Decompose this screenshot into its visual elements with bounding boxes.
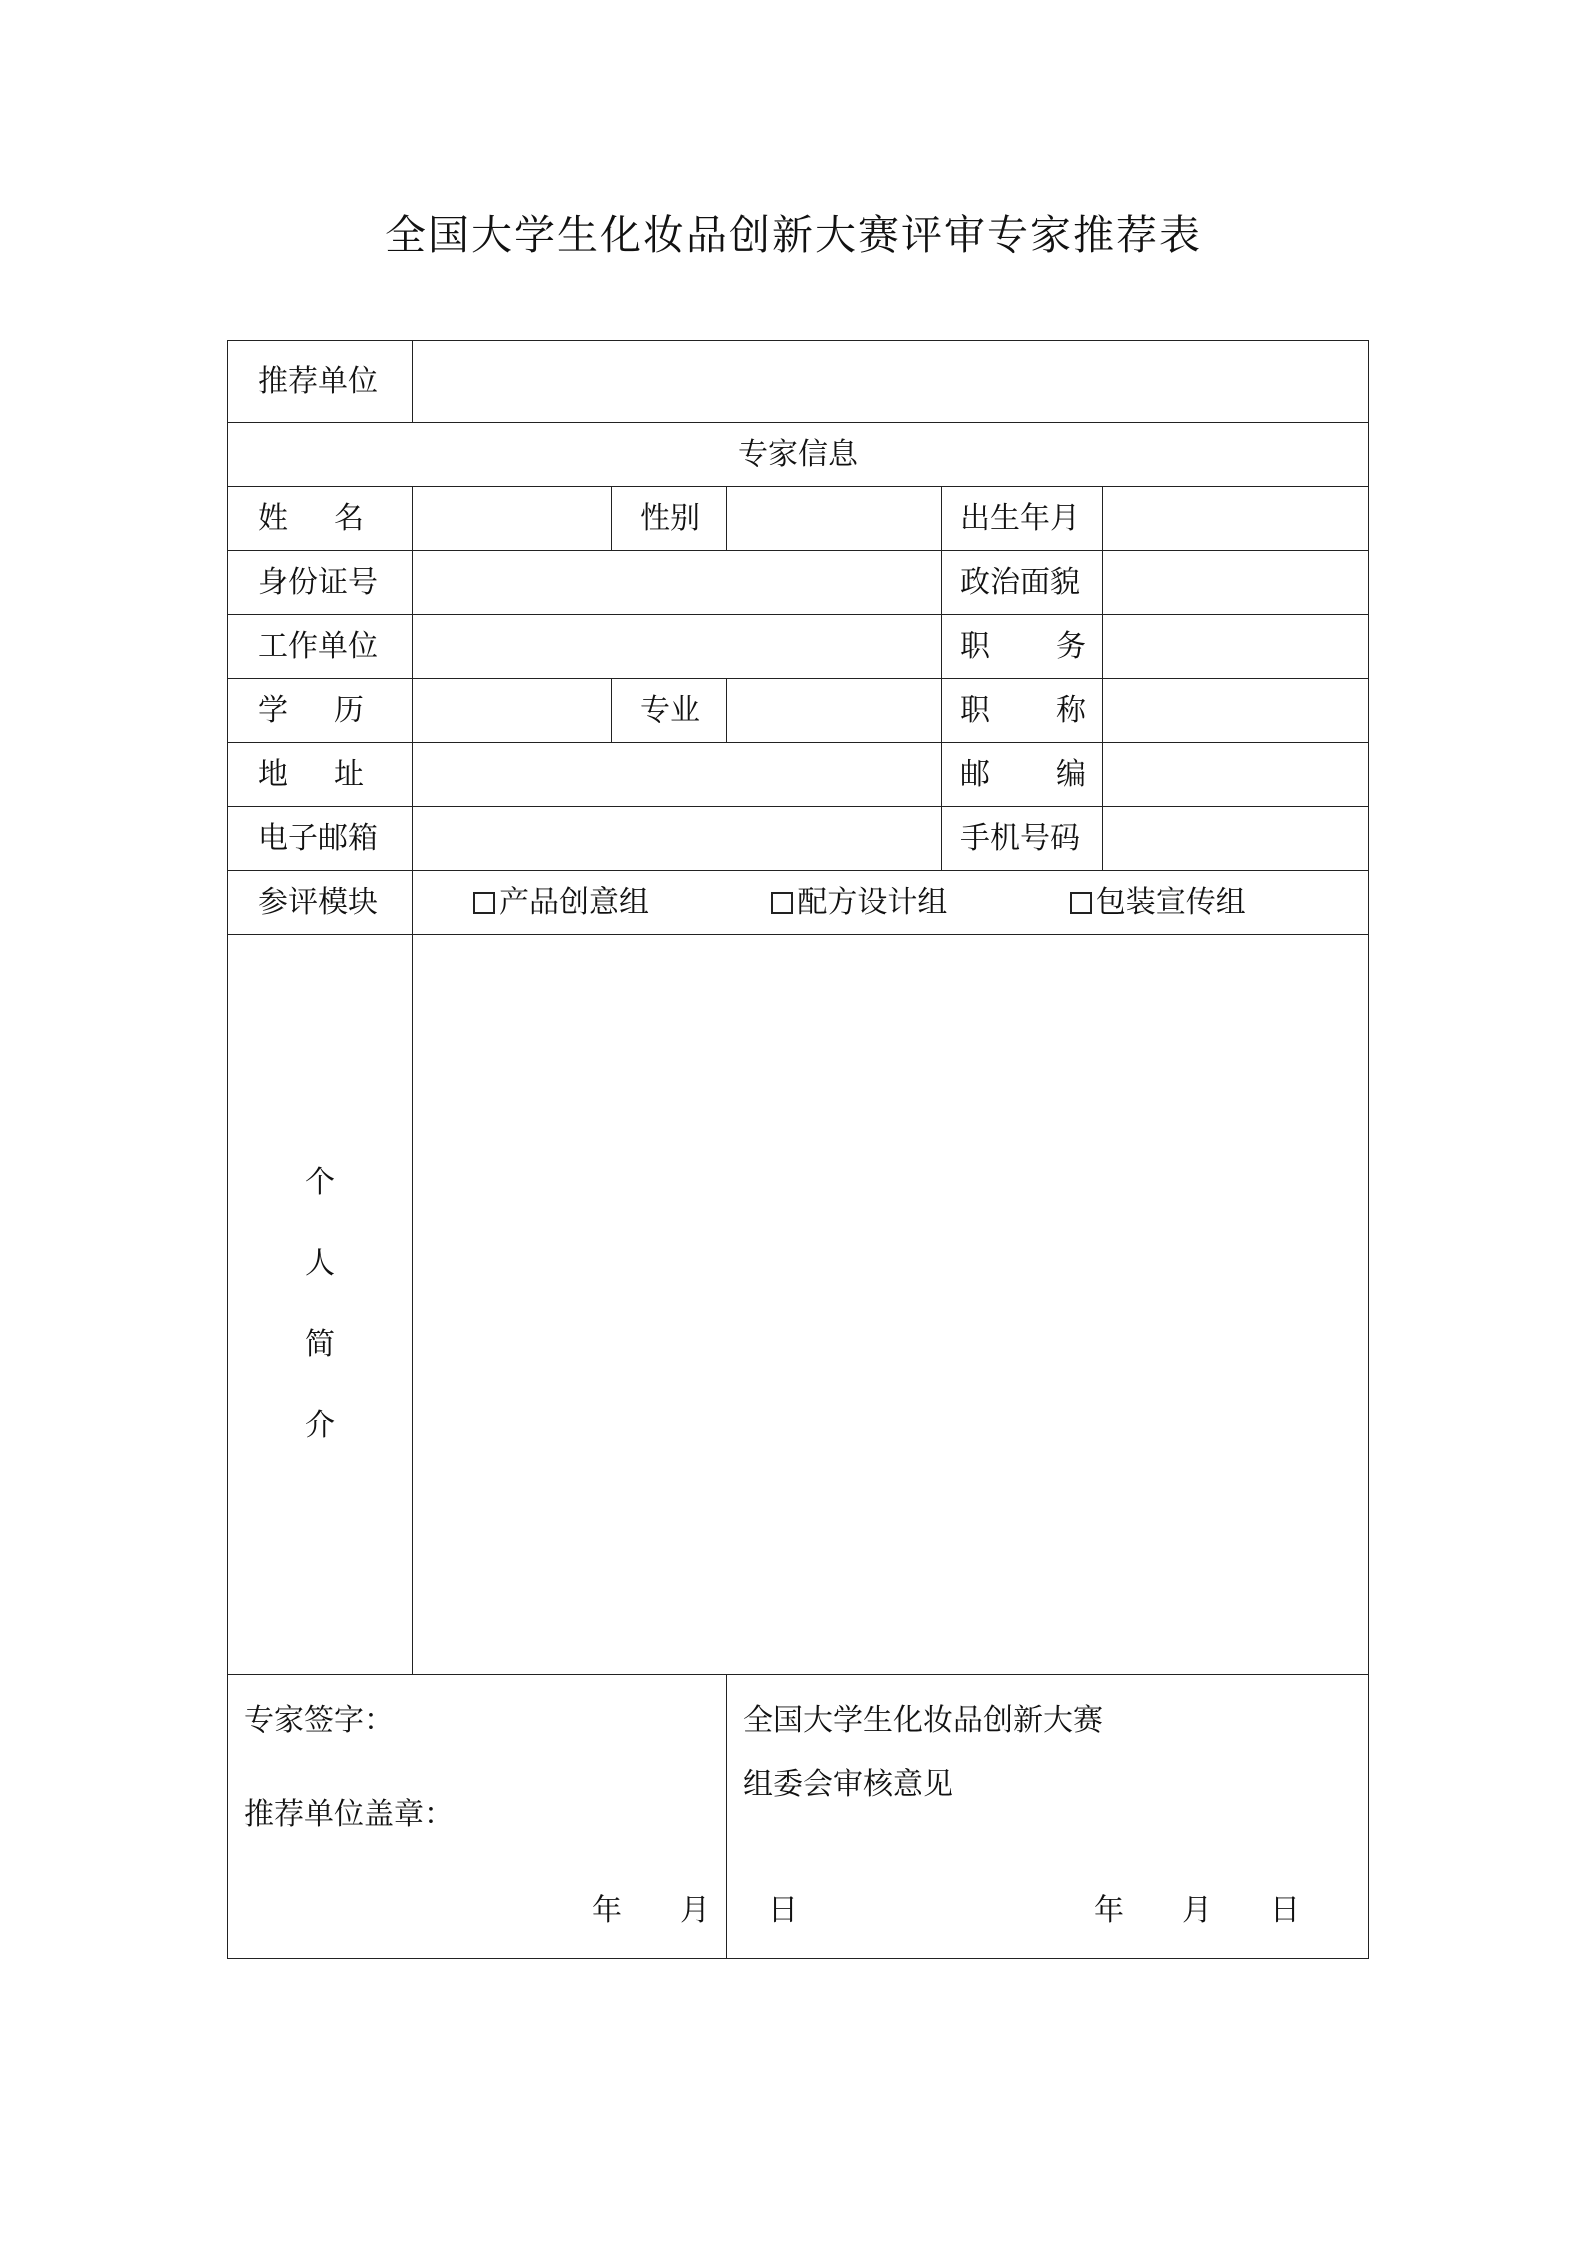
module-label: 参评模块 <box>228 871 413 935</box>
work-unit-label: 工作单位 <box>228 615 413 679</box>
row-bio <box>228 935 1369 1675</box>
row-work-unit <box>228 615 1369 679</box>
title-field[interactable] <box>1103 679 1369 743</box>
row-recommend-unit <box>228 341 1369 423</box>
module-options <box>413 871 1369 935</box>
committee-date: 年 月 日 <box>1094 1893 1300 1928</box>
position-field[interactable] <box>1103 615 1369 679</box>
recommend-unit-label: 推荐单位 <box>228 341 413 423</box>
option-product-creative[interactable]: 产品创意组 <box>473 885 771 921</box>
committee-line2: 组委会审核意见 <box>743 1767 953 1802</box>
id-field[interactable] <box>413 551 942 615</box>
political-field[interactable] <box>1103 551 1369 615</box>
postcode-field[interactable] <box>1103 743 1369 807</box>
committee-review-cell[interactable] <box>727 1675 1369 1959</box>
id-label: 身份证号 <box>228 551 413 615</box>
major-label: 专业 <box>612 679 727 743</box>
row-id <box>228 551 1369 615</box>
title-label: 职 称 <box>942 679 1103 743</box>
checkbox[interactable] <box>771 892 793 914</box>
education-field[interactable] <box>413 679 612 743</box>
option-packaging-promo[interactable]: 包装宣传组 <box>1070 885 1368 921</box>
gender-field[interactable] <box>727 487 942 551</box>
email-field[interactable] <box>413 807 942 871</box>
phone-field[interactable] <box>1103 807 1369 871</box>
postcode-label: 邮 编 <box>942 743 1103 807</box>
recommendation-form <box>227 340 1369 1959</box>
row-education <box>228 679 1369 743</box>
education-label: 学 历 <box>228 679 413 743</box>
expert-signature-cell[interactable] <box>228 1675 798 1959</box>
committee-line1: 全国大学生化妆品创新大赛 <box>743 1703 1103 1738</box>
gender-label: 性别 <box>612 487 727 551</box>
major-field[interactable] <box>727 679 942 743</box>
work-unit-field[interactable] <box>413 615 942 679</box>
unit-seal-label: 推荐单位盖章： <box>244 1797 454 1832</box>
expert-date: 年 月 日 <box>592 1893 798 1928</box>
row-signatures <box>228 1675 1369 1959</box>
row-module <box>228 871 1369 935</box>
checkbox[interactable] <box>473 892 495 914</box>
address-field[interactable] <box>413 743 942 807</box>
section-heading: 专家信息 <box>228 423 1369 487</box>
page-title: 全国大学生化妆品创新大赛评审专家推荐表 <box>385 211 1202 259</box>
option-formula-design[interactable]: 配方设计组 <box>771 885 1069 921</box>
political-label: 政治面貌 <box>942 551 1103 615</box>
checkbox[interactable] <box>1070 892 1092 914</box>
expert-sign-label: 专家签字： <box>244 1703 394 1738</box>
address-label: 地 址 <box>228 743 413 807</box>
birth-field[interactable] <box>1103 487 1369 551</box>
bio-field[interactable] <box>413 935 1369 1675</box>
row-email <box>228 807 1369 871</box>
phone-label: 手机号码 <box>942 807 1103 871</box>
email-label: 电子邮箱 <box>228 807 413 871</box>
name-label: 姓 名 <box>228 487 413 551</box>
row-address <box>228 743 1369 807</box>
name-field[interactable] <box>413 487 612 551</box>
row-name <box>228 487 1369 551</box>
recommend-unit-field[interactable] <box>413 341 1369 423</box>
position-label: 职 务 <box>942 615 1103 679</box>
birth-label: 出生年月 <box>942 487 1103 551</box>
bio-label: 个 人 简 介 <box>228 935 413 1675</box>
